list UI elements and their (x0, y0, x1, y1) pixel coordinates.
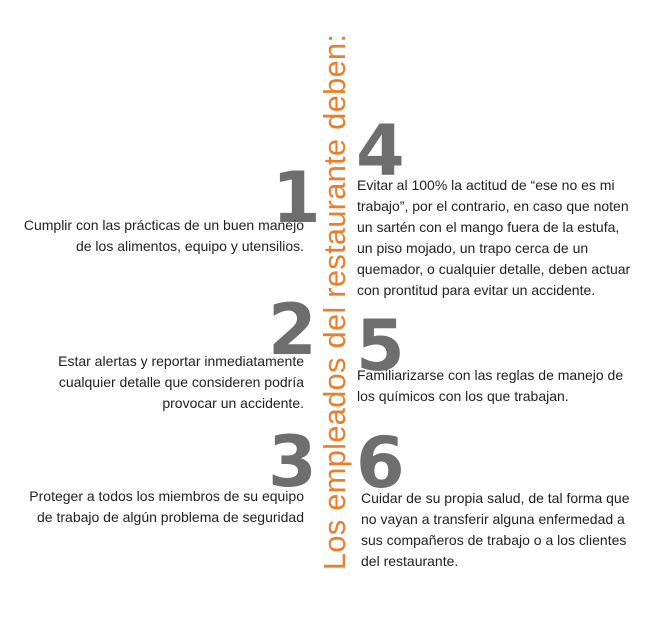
item-4-line: quemador, o cualquier detalle, deben actuar (357, 261, 631, 277)
item-4-line: un piso mojado, un trapo cerca de un (357, 240, 589, 256)
item-1-line: de los alimentos, equipo y utensilios. (75, 238, 304, 254)
item-1-number: 1 (272, 157, 321, 239)
item-6-text (361, 488, 630, 572)
item-5-line: los químicos con los que trabajan. (357, 388, 569, 404)
item-5-number: 5 (356, 305, 405, 387)
item-4-line: Evitar al 100% la actitud de “ese no es mi (357, 177, 615, 193)
item-6-line: del restaurante. (361, 553, 459, 569)
item-3-text (29, 486, 304, 528)
item-4-line: con prontitud para evitar un accidente. (357, 282, 596, 298)
item-4-line: trabajo”, por el contrario, en caso que noten (357, 198, 629, 214)
item-5-text (357, 365, 623, 407)
item-4-line: un sartén con el mango fuera de la estufa, (357, 219, 620, 235)
item-6-line: no vayan a transferir alguna enfermedad a (361, 511, 625, 527)
item-1-line: Cumplir con las prácticas de un buen manejo (23, 217, 304, 233)
item-1-text (24, 215, 304, 257)
item-4-text (357, 175, 630, 301)
item-2-line: provocar un accidente. (162, 395, 304, 411)
item-6-line: sus compañeros de trabajo o a los clientes (361, 532, 627, 548)
item-2-number: 2 (268, 289, 317, 371)
item-6-number: 6 (356, 422, 405, 504)
item-2-line: Estar alertas y reportar inmediatamente (58, 353, 304, 369)
item-3-line: de trabajo de algún problema de seguridad (37, 509, 304, 525)
item-5-line: Familiarizarse con las reglas de manejo de (357, 367, 624, 383)
item-4-number: 4 (356, 110, 405, 192)
item-3-number: 3 (268, 421, 317, 503)
item-6-line: Cuidar de su propia salud, de tal forma que (361, 490, 630, 506)
item-2-text (58, 351, 304, 414)
item-2-line: cualquier detalle que consideren podría (58, 374, 304, 390)
infographic-title: Los empleados del restaurante deben: (317, 33, 352, 571)
item-3-line: Proteger a todos los miembros de su equipo (29, 488, 304, 504)
